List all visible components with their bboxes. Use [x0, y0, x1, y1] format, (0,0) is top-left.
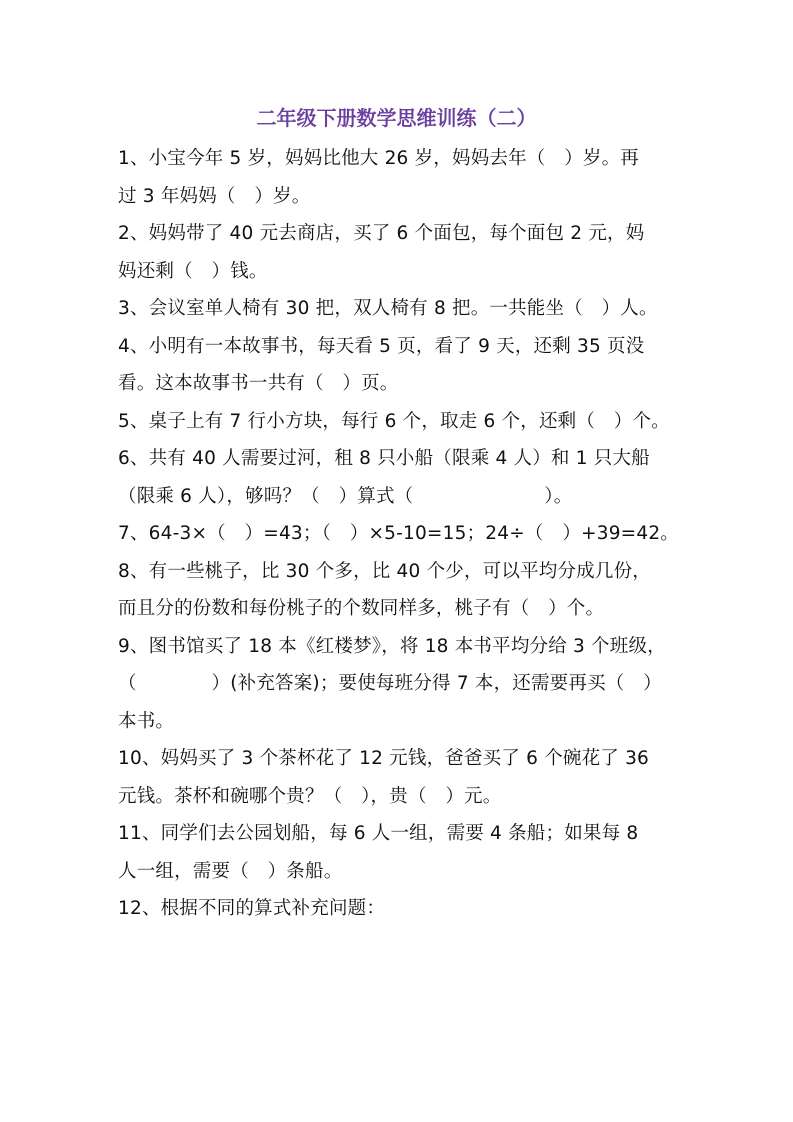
- question-line: 看。这本故事书一共有（ ）页。: [118, 373, 399, 394]
- question-line: 3、会议室单人椅有 30 把，双人椅有 8 把。一共能坐（ ）人。: [118, 298, 658, 319]
- question-line: （ ）(补充答案)；要使每班分得 7 本，还需要再买（ ）: [118, 673, 662, 694]
- question-line: 本书。: [118, 710, 175, 732]
- question-line: 人一组，需要（ ）条船。: [118, 860, 343, 882]
- question-line: 12、根据不同的算式补充问题：: [118, 898, 386, 919]
- question-line: 元钱。茶杯和碗哪个贵？（ ），贵（ ）元。: [118, 785, 502, 807]
- question-line: 2、妈妈带了 40 元去商店，买了 6 个面包，每个面包 2 元，妈: [118, 223, 645, 244]
- question-line: 4、小明有一本故事书，每天看 5 页，看了 9 天，还剩 35 页没: [118, 335, 645, 357]
- question-list: [118, 140, 678, 928]
- question-line: 10、妈妈买了 3 个茶杯花了 12 元钱，爸爸买了 6 个碗花了 36: [118, 748, 650, 769]
- question-line: 过 3 年妈妈（ ）岁。: [118, 185, 311, 207]
- question-line: 11、同学们去公园划船，每 6 人一组，需要 4 条船；如果每 8: [118, 823, 639, 844]
- document-title: 二年级下册数学思维训练（二）: [256, 106, 537, 130]
- question-line: 妈还剩（ ）钱。: [118, 260, 268, 282]
- question-line: 而且分的份数和每份桃子的个数同样多，桃子有（ ）个。: [118, 598, 605, 619]
- question-line: （限乘 6 人），够吗？（ ）算式（ ）。: [118, 485, 573, 507]
- question-line: 8、有一些桃子，比 30 个多，比 40 个少，可以平均分成几份，: [118, 560, 651, 582]
- question-line: 7、64-3×（ ）=43；（ ）×5-10=15；24÷（ ）+39=42。: [118, 523, 680, 544]
- question-line: 5、桌子上有 7 行小方块，每行 6 个，取走 6 个，还剩（ ）个。: [118, 410, 670, 432]
- question-line: 6、共有 40 人需要过河，租 8 只小船（限乘 4 人）和 1 只大船: [118, 448, 650, 469]
- question-line: 9、图书馆买了 18 本《红楼梦》，将 18 本书平均分给 3 个班级，: [118, 635, 666, 657]
- question-line: 1、小宝今年 5 岁，妈妈比他大 26 岁，妈妈去年（ ）岁。再: [118, 148, 640, 169]
